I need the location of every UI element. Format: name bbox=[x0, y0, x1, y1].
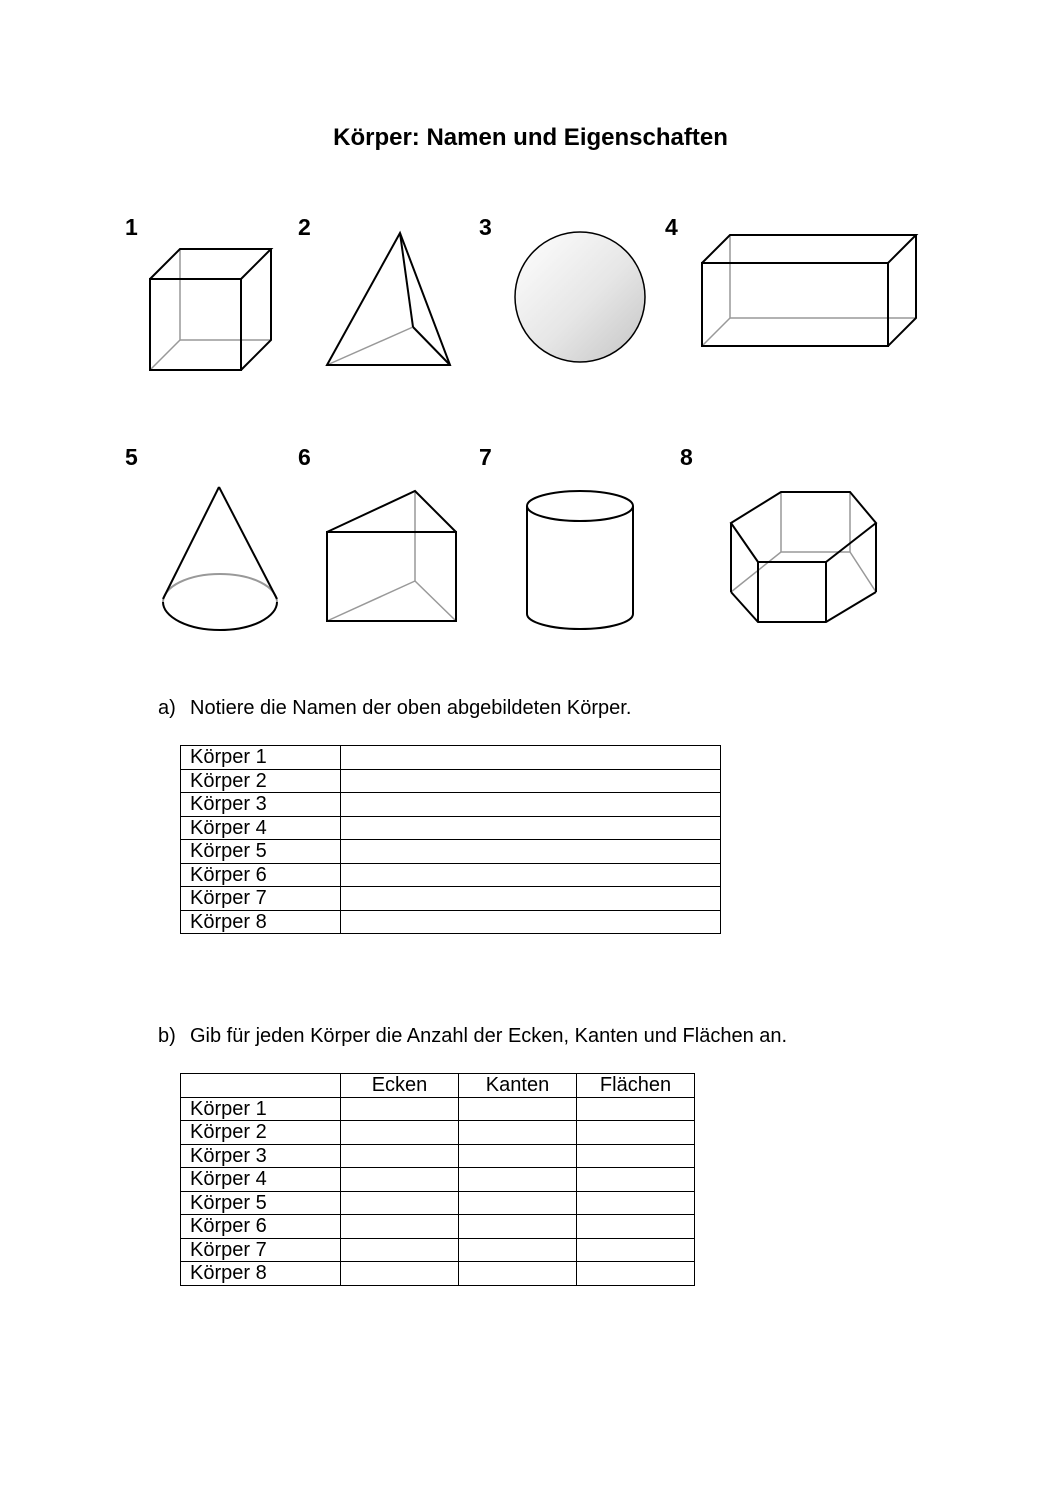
table-row bbox=[181, 769, 721, 793]
task-b-label: b) bbox=[158, 1025, 176, 1047]
kanten-cell[interactable] bbox=[459, 1262, 577, 1286]
row-label: Körper 6 bbox=[181, 1215, 341, 1239]
flaechen-cell[interactable] bbox=[577, 1215, 695, 1239]
ecken-cell[interactable] bbox=[341, 1215, 459, 1239]
answer-cell[interactable] bbox=[341, 863, 721, 887]
flaechen-cell[interactable] bbox=[577, 1238, 695, 1262]
table-row bbox=[181, 1238, 695, 1262]
ecken-cell[interactable] bbox=[341, 1144, 459, 1168]
kanten-cell[interactable] bbox=[459, 1238, 577, 1262]
row-label: Körper 1 bbox=[181, 746, 341, 770]
row-label: Körper 7 bbox=[181, 1238, 341, 1262]
table-row bbox=[181, 887, 721, 911]
header-ecken: Ecken bbox=[341, 1074, 459, 1098]
properties-table bbox=[180, 1073, 695, 1286]
table-row bbox=[181, 816, 721, 840]
table-row bbox=[181, 1168, 695, 1192]
solid-number-1: 1 bbox=[125, 214, 138, 240]
row-label: Körper 7 bbox=[181, 887, 341, 911]
table-row bbox=[181, 1144, 695, 1168]
solid-number-2: 2 bbox=[298, 214, 311, 240]
row-label: Körper 5 bbox=[181, 840, 341, 864]
answer-cell[interactable] bbox=[341, 746, 721, 770]
answer-cell[interactable] bbox=[341, 793, 721, 817]
flaechen-cell[interactable] bbox=[577, 1121, 695, 1145]
flaechen-cell[interactable] bbox=[577, 1262, 695, 1286]
row-label: Körper 5 bbox=[181, 1191, 341, 1215]
table-row bbox=[181, 746, 721, 770]
table-row bbox=[181, 863, 721, 887]
kanten-cell[interactable] bbox=[459, 1121, 577, 1145]
table-row bbox=[181, 1121, 695, 1145]
kanten-cell[interactable] bbox=[459, 1168, 577, 1192]
task-a-text: Notiere die Namen der oben abgebildeten Körper. bbox=[190, 697, 632, 719]
kanten-cell[interactable] bbox=[459, 1097, 577, 1121]
kanten-cell[interactable] bbox=[459, 1144, 577, 1168]
table-row bbox=[181, 1097, 695, 1121]
task-b bbox=[158, 1025, 787, 1048]
table-row bbox=[181, 1215, 695, 1239]
ecken-cell[interactable] bbox=[341, 1168, 459, 1192]
row-label: Körper 6 bbox=[181, 863, 341, 887]
flaechen-cell[interactable] bbox=[577, 1168, 695, 1192]
solid-number-4: 4 bbox=[665, 214, 678, 240]
task-a bbox=[158, 697, 631, 720]
row-label: Körper 3 bbox=[181, 793, 341, 817]
row-label: Körper 4 bbox=[181, 1168, 341, 1192]
hexagonal-prism-figure bbox=[0, 0, 1061, 700]
flaechen-cell[interactable] bbox=[577, 1097, 695, 1121]
row-label: Körper 8 bbox=[181, 910, 341, 934]
row-label: Körper 3 bbox=[181, 1144, 341, 1168]
solid-number-6: 6 bbox=[298, 444, 311, 470]
task-b-text: Gib für jeden Körper die Anzahl der Ecken, Kanten und Flächen an. bbox=[190, 1025, 788, 1047]
row-label: Körper 8 bbox=[181, 1262, 341, 1286]
ecken-cell[interactable] bbox=[341, 1191, 459, 1215]
answer-cell[interactable] bbox=[341, 887, 721, 911]
solid-number-8: 8 bbox=[680, 444, 693, 470]
row-label: Körper 2 bbox=[181, 769, 341, 793]
answer-cell[interactable] bbox=[341, 840, 721, 864]
flaechen-cell[interactable] bbox=[577, 1144, 695, 1168]
table-row bbox=[181, 793, 721, 817]
kanten-cell[interactable] bbox=[459, 1215, 577, 1239]
task-a-label: a) bbox=[158, 697, 176, 719]
page-title: Körper: Namen und Eigenschaften bbox=[333, 124, 728, 151]
ecken-cell[interactable] bbox=[341, 1097, 459, 1121]
table-row bbox=[181, 840, 721, 864]
ecken-cell[interactable] bbox=[341, 1238, 459, 1262]
table-row bbox=[181, 910, 721, 934]
answer-cell[interactable] bbox=[341, 910, 721, 934]
solid-number-5: 5 bbox=[125, 444, 138, 470]
ecken-cell[interactable] bbox=[341, 1121, 459, 1145]
row-label: Körper 1 bbox=[181, 1097, 341, 1121]
answer-cell[interactable] bbox=[341, 816, 721, 840]
ecken-cell[interactable] bbox=[341, 1262, 459, 1286]
table-header-row bbox=[181, 1074, 695, 1098]
names-table bbox=[180, 745, 721, 934]
table-row bbox=[181, 1191, 695, 1215]
header-kanten: Kanten bbox=[459, 1074, 577, 1098]
row-label: Körper 4 bbox=[181, 816, 341, 840]
header-flaechen: Flächen bbox=[577, 1074, 695, 1098]
answer-cell[interactable] bbox=[341, 769, 721, 793]
row-label: Körper 2 bbox=[181, 1121, 341, 1145]
header-empty bbox=[181, 1074, 341, 1098]
flaechen-cell[interactable] bbox=[577, 1191, 695, 1215]
solid-number-7: 7 bbox=[479, 444, 492, 470]
table-row bbox=[181, 1262, 695, 1286]
solid-number-3: 3 bbox=[479, 214, 492, 240]
kanten-cell[interactable] bbox=[459, 1191, 577, 1215]
